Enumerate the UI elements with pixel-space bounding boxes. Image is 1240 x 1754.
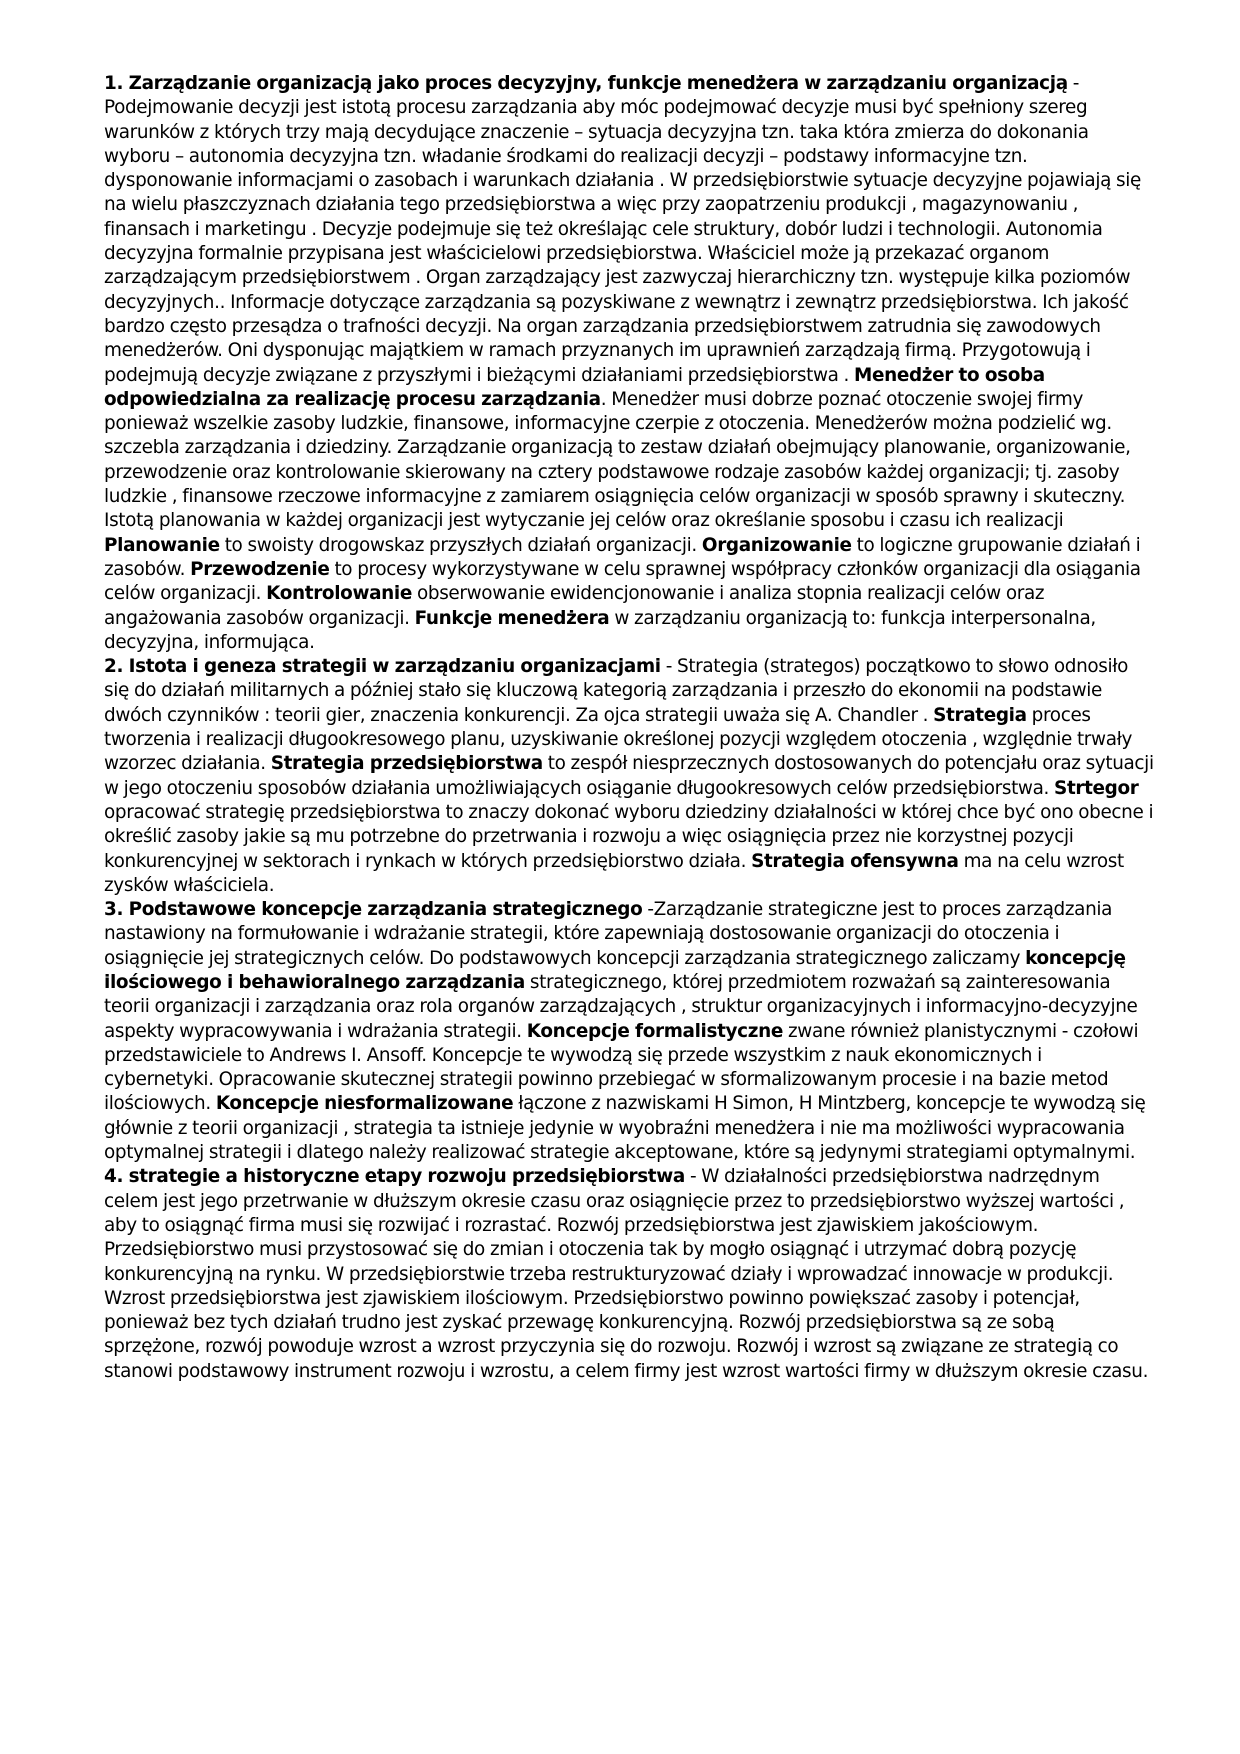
section-1: [104, 72, 1154, 655]
body-text: w zarządzaniu organizacją to: funkcja interpersonalna, decyzyjna, informująca.: [104, 607, 1096, 653]
body-text: obserwowanie ewidencjonowanie i analiza stopnia realizacji celów oraz angażowania zasobów organizacji.: [104, 583, 1045, 629]
body-text: to procesy wykorzystywane w celu sprawnej współpracy członków organizacji dla osiągania celów organizacji.: [104, 558, 1141, 605]
bold-term: Strategia przedsiębiorstwa: [270, 753, 543, 775]
section-4: [104, 1165, 1154, 1384]
bold-term: Menedżer to osoba odpowiedzialna za realizację procesu zarządzania: [104, 364, 1045, 410]
body-text: łączone z nazwiskami H Simon, H Mintzberg, koncepcje te wywodzą się głównie z teorii organizacji , strategia ta istnieje jedynie w wyobraźni menedżera i nie ma możliwości wypracowania optymalnej strategii i dlatego należy realizować strategie akceptowane, które są jedynymi strategiami optymalnymi.: [104, 1093, 1146, 1164]
bold-term: 4. strategie a historyczne etapy rozwoju przedsiębiorstwa: [104, 1166, 685, 1188]
bold-term: Przewodzenie: [190, 558, 330, 580]
body-text: - Strategia (strategos) początkowo to słowo odnosiło się do działań militarnych a później stało się kluczową kategorią zarządzania i przeszło do ekonomii na podstawie dwóch czynników : teorii gier, znaczenia konkurencji. Za ojca strategii uważa się A. Chandler .: [104, 656, 1129, 726]
document-page: [104, 72, 1154, 1384]
bold-term: Kontrolowanie: [266, 583, 412, 605]
body-text: - W działalności przedsiębiorstwa nadrzędnym celem jest jego przetrwanie w dłuższym okresie czasu oraz osiągnięcie przez to przedsiębiorstwo wyższej wartości , aby to osiągnąć firma musi się rozwijać i rozrastać. Rozwój przedsiębiorstwa jest zjawiskiem jakościowym. Przedsiębiorstwo musi przystosować się do zmian i otoczenia tak by mogło osiągnąć i utrzymać dobrą pozycję konkurencyjną na rynku. W przedsiębiorstwie trzeba restrukturyzować działy i wprowadzać innowacje w produkcji. Wzrost przedsiębiorstwa jest zjawiskiem ilościowym. Przedsiębiorstwo powinno powiększać zasoby i potencjał, ponieważ bez tych działań trudno jest zyskać przewagę konkurencyjną. Rozwój przedsiębiorstwa są ze sobą sprzężone, rozwój powoduje wzrost a wzrost przyczynia się do rozwoju. Rozwój i wzrost są związane ze strategią co stanowi podstawowy instrument rozwoju i wzrostu, a celem firmy jest wzrost wartości firmy w dłuższym okresie czasu.: [104, 1166, 1149, 1382]
body-text: strategicznego, której przedmiotem rozważań są zainteresowania teorii organizacji i zarządzania oraz rola organów zarządzających , struktur organizacyjnych i informacyjno-decyzyjne aspekty wypracowywania i wdrażania strategii.: [104, 971, 1138, 1042]
body-text: to swoisty drogowskaz przyszłych działań organizacji.: [219, 534, 702, 556]
bold-term: Planowanie: [104, 534, 220, 556]
bold-term: 1. Zarządzanie organizacją jako proces decyzyjny, funkcje menedżera w zarządzaniu organizacją: [104, 73, 1068, 94]
bold-term: koncepcję ilościowego i behawioralnego zarządzania: [104, 947, 1126, 993]
body-text: zwane również planistycznymi - czołowi przedstawiciele to Andrews I. Ansoff. Koncepcje te wywodzą się przede wszystkim z nauk ekonomicznych i cybernetyki. Opracowanie skutecznej strategii powinno przebiegać w sformalizowanym procesie i na bazie metod ilościowych.: [104, 1020, 1139, 1115]
section-2: [104, 655, 1154, 898]
body-text: -Zarządzanie strategiczne jest to proces zarządzania nastawiony na formułowanie i wdrażanie strategii, które zapewniają dostosowanie organizacji do otoczenia i osiągnięcie jej strategicznych celów. Do podstawowych koncepcji zarządzania strategicznego zaliczamy: [104, 899, 1113, 969]
bold-term: Organizowanie: [701, 534, 852, 556]
body-text: opracować strategię przedsiębiorstwa to znaczy dokonać wyboru dziedziny działalności w której chce być ono obecne i określić zasoby jakie są mu potrzebne do przetrwania i rozwoju a więc osiągnięcia przez nie korzystnej pozycji konkurencyjnej w sektorach i rynkach w których przedsiębiorstwo działa.: [104, 801, 1154, 872]
body-text: . Menedżer musi dobrze poznać otoczenie swojej firmy ponieważ wszelkie zasoby ludzkie, finansowe, informacyjne czerpie z otoczenia. Menedżerów można podzielić wg. szczebla zarządzania i dziedziny. Zarządzanie organizacją to zestaw działań obejmujący planowanie, organizowanie, przewodzenie oraz kontrolowanie skierowany na cztery podstawowe rodzaje zasobów każdej organizacji; tj. zasoby ludzkie , finansowe rzeczowe informacyjne z zamiarem osiągnięcia celów organizacji w sposób sprawny i skuteczny. Istotą planowania w każdej organizacji jest wytyczanie jej celów oraz określanie sposobu i czasu ich realizacji: [104, 388, 1131, 532]
bold-term: Strategia ofensywna: [751, 850, 959, 872]
bold-term: Koncepcje niesformalizowane: [215, 1093, 514, 1115]
body-text: to zespół niesprzecznych dostosowanych do potencjału oraz sytuacji w jego otoczeniu sposobów działania umożliwiających osiąganie długookresowych celów przedsiębiorstwa.: [104, 753, 1154, 799]
section-3: [104, 898, 1154, 1165]
body-text: ma na celu wzrost zysków właściciela.: [104, 850, 1124, 896]
bold-term: 3. Podstawowe koncepcje zarządzania strategicznego: [104, 899, 643, 921]
bold-term: Strtegor: [1054, 777, 1139, 799]
body-text: - Podejmowanie decyzji jest istotą procesu zarządzania aby móc podejmować decyzje musi być spełniony szereg warunków z których trzy mają decydujące znaczenie – sytuacja decyzyjna tzn. taka która zmierza do dokonania wyboru – autonomia decyzyjna tzn. władanie środkami do realizacji decyzji – podstawy informacyjne tzn. dysponowanie informacjami o zasobach i warunkach działania . W przedsiębiorstwie sytuacje decyzyjne pojawiają się na wielu płaszczyznach działania tego przedsiębiorstwa a więc przy zaopatrzeniu produkcji , magazynowaniu , finansach i marketingu . Decyzje podejmuje się też określając cele struktury, dobór ludzi i technologii. Autonomia decyzyjna formalnie przypisana jest właścicielowi przedsiębiorstwa. Właściciel może ją przekazać organom zarządzającym przedsiębiorstwem . Organ zarządzający jest zazwyczaj hierarchiczny tzn. występuje kilka poziomów decyzyjnych.. Informacje dotyczące zarządzania są pozyskiwane z wewnątrz i zewnątrz przedsiębiorstwa. Ich jakość bardzo często przesądza o trafności decyzji. Na organ zarządzania przedsiębiorstwem zatrudnia się zawodowych menedżerów. Oni dysponując majątkiem w ramach przyznanych im uprawnień zarządzają firmą. Przygotowują i podejmują decyzje związane z przyszłymi i bieżącymi działaniami przedsiębiorstwa .: [104, 73, 1141, 386]
body-text: proces tworzenia i realizacji długookresowego planu, uzyskiwanie określonej pozycji względem otoczenia , względnie trwały wzorzec działania.: [104, 704, 1133, 775]
bold-term: Koncepcje formalistyczne: [526, 1020, 783, 1042]
body-text: to logiczne grupowanie działań i zasobów.: [104, 534, 1141, 580]
bold-term: 2. Istota i geneza strategii w zarządzaniu organizacjami: [104, 656, 661, 678]
bold-term: Funkcje menedżera: [414, 607, 610, 629]
bold-term: Strategia: [933, 704, 1027, 726]
